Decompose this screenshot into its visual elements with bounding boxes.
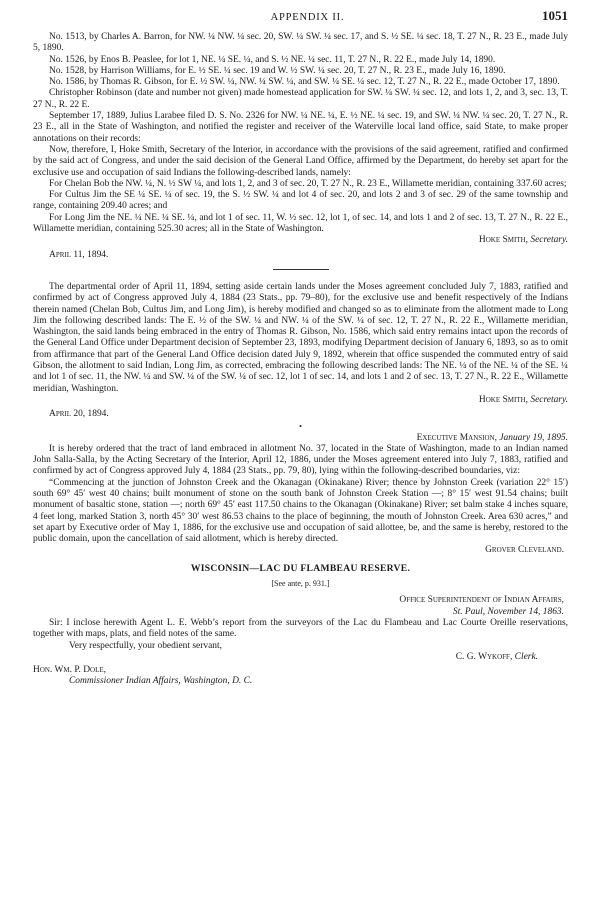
page-number: 1051 xyxy=(542,8,568,23)
signature-title: Secretary. xyxy=(530,235,568,246)
signature-name: Hoke Smith, xyxy=(478,235,528,246)
cross-reference: [See ante, p. 931.] xyxy=(271,579,330,589)
paragraph: September 17, 1889, Julius Larabee filed D. S. No. 2326 for NW. ¼ NE. ¼, E. ½ NE. ¼ sec. 19, and SW. ¼ NW. ¼ sec. 20, T. 27 N., R. 23 E., all in the State of Washington, and notified the register and receiver of the Waterville local land office, said State, to make proper annotations on their records: xyxy=(33,111,568,144)
mansion-date: January 19, 1895. xyxy=(499,432,568,443)
section-title: WISCONSIN—LAC DU FLAMBEAU RESERVE. xyxy=(190,562,411,574)
paragraph: For Cultus Jim the SE ¼ SE. ¼ of sec. 19, the S. ½ SW. ¼ and lot 4 of sec. 20, and lots 2 and 3 of sec. 29 of the same township and range, containing 209.40 acres; and xyxy=(33,190,568,212)
running-title: APPENDIX II. xyxy=(270,12,345,23)
office-date: St. Paul, November 14, 1863. xyxy=(452,606,564,617)
paragraph: For Long Jim the NE. ¼ NE. ¼ SE. ¼, and lot 1 of sec. 11, W. ½ sec. 12, lot 1, of sec. 14, and lots 1 and 2 of sec. 13, T. 27 N., R. 22 E., Willamette meridian, containing 525.30 acres; all in the State of Washington. xyxy=(33,212,568,235)
paragraph: Now, therefore, I, Hoke Smith, Secretary of the Interior, in accordance with the provisions of the said agreement, ratified and confirmed by the said act of Congress, and under the said decision of the General Land Office, affirmed by the Department, do hereby set apart for the exclusive use and occupation of said Indians the following-described lands, namely: xyxy=(33,144,568,178)
divider-dot: • xyxy=(299,421,302,431)
paragraph: For Chelan Bob the NW. ¼, N. ½ SW ¼, and lots 1, 2, and 3 of sec. 20, T. 27 N., R. 23 E., Willamette meridian, containing 337.60 acres; xyxy=(49,178,567,189)
section-divider xyxy=(273,269,329,270)
date-line: April 20, 1894. xyxy=(49,409,109,420)
paragraph: Christopher Robinson (date and number not given) made homestead application for SW. ¼ SW. ¼ sec. 12, and lots 1, 2, and 3, sec. 13, T. 27 N., R. 22 E. xyxy=(33,88,568,110)
signature-title: Secretary. xyxy=(530,394,568,405)
paragraph: No. 1526, by Enos B. Peaslee, for lot 1, NE. ¼ SE. ¼, and S. ½ NE. ¼ sec. 11, T. 27 N., R. 22 E., made July 14, 1890. xyxy=(49,54,496,65)
paragraph: No. 1528, by Harrison Williams, for E. ½ SE. ¼ sec. 19 and W. ½ SW. ¼ sec. 20, T. 27 N., R. 23 E., made July 16, 1890. xyxy=(49,65,506,76)
paragraph: It is hereby ordered that the tract of land embraced in allotment No. 37, located in the State of Washington, made to an Indian named John Salla-Salla, by the Acting Secretary of the Interior, April 12, 1886, under the Moses agreement entered into July 7, 1883, ratified and confirmed by act of Congress approved July 4, 1884 (23 Stats., pp. 79, 80), lying within the following-described boundaries, viz: xyxy=(33,443,568,477)
addressee-name: Hon. Wm. P. Dole, xyxy=(33,665,107,676)
entries-block xyxy=(33,32,568,235)
addressee-title: Commissioner Indian Affairs, Washington, D. C. xyxy=(69,676,253,687)
page-header xyxy=(33,10,568,32)
signature-name: Hoke Smith, xyxy=(478,394,528,405)
executive-mansion-dateline xyxy=(33,433,568,444)
paragraph: “Commencing at the junction of Johnston Creek and the Okanagan (Okinakane) River; thence by Johnston Creek (variation 22° 15′) south 69° 45′ west 40 chains; built monument of stone on the south bank of Johnston Creek Station —; 8° 15′ west 91.54 chains; built monument of basaltic stone, station —; north 69° 45′ east 117.50 chains to the Okanagan (Okinakane) River; set balm stake 4 inches square, 4 feet long, marked Station 3, north 45° 30′ west 86.53 chains to the place of beginning, the mouth of Johnston Creek. Area 630 acres,” and set apart by Executive order of May 1, 1886, for the exclusive use and occupation of said allottee, be, and the same is hereby, restored to the public domain, upon the cancellation of said allotment, which is hereby directed. xyxy=(33,477,568,545)
paragraph: The departmental order of April 11, 1894, setting aside certain lands under the Moses agreement concluded July 7, 1883, ratified and confirmed by act of Congress approved July 4, 1884 (23 Stats., pp. 79–80), for the exclusive use and benefit respectively of the Indians therein named (Chelan Bob, Cultus Jim, and Long Jim), is hereby modified and changed so as to eliminate from the allotment made to Long Jim the following described lands: The E. ½ of the SW. ¼ and NW. ¼ of the SW. ¼ of sec. 12, T. 27 N., R. 22 E., Willamette meridian, Washington, the said lands being embraced in the entry of Thomas R. Gibson, No. 1586, which said entry remains intact upon the records of the General Land Office under Department decision of September 23, 1893, modifying Department decision of January 6, 1893, so as to omit from affirmance that part of the General Land Office decision dated July 9, 1892, wherein that office suspended the commuted entry of said Gibson, the allotment to said Indian, Long Jim, as corrected, embracing the following described lands: The NE. ¼ of the NE. ¼ of the SE. ¼ and lot 1 of sec. 11, the NW. ¼ and SW. ¼ of the SW. ¼ of sec. 12, lot 1 of sec. 14, and lots 1 and 2 of sec. 13, T. 27 N., R. 22 E., Willamette meridian, Washington. xyxy=(33,281,568,394)
paragraph: No. 1586, by Thomas R. Gibson, for E. ½ SW. ¼, NW. ¼ SW. ¼, and SW. ¼ SE. ¼ sec. 12, T. 27 N., R. 22 E., made October 17, 1890. xyxy=(49,77,560,88)
signature-hoke-smith xyxy=(33,235,568,246)
office-heading: Office Superintendent of Indian Affairs, xyxy=(399,595,564,606)
signature-grover-cleveland: Grover Cleveland. xyxy=(485,545,564,556)
paragraph: No. 1513, by Charles A. Barron, for NW. ¼ NW. ¼ sec. 20, SW. ¼ SW. ¼ sec. 17, and S. ½ SE. ¼ sec. 18, T. 27 N., R. 23 E., made July 5, 1890. xyxy=(33,32,568,54)
mansion-place: Executive Mansion, xyxy=(416,432,497,443)
clerk-name: C. G. Wykoff, xyxy=(455,651,513,662)
letter-body: Sir: I inclose herewith Agent L. E. Webb’s report from the surveyors of the Lac du Flambeau and Lac Courte Oreille reservations, together with maps, plats, and field notes of the same. xyxy=(33,617,568,640)
signature-clerk xyxy=(33,652,568,663)
signature-hoke-smith xyxy=(33,395,568,406)
date-line: April 11, 1894. xyxy=(49,249,109,260)
clerk-title: Clerk. xyxy=(514,651,538,662)
letter-closing: Very respectfully, your obedient servant, xyxy=(69,640,222,651)
